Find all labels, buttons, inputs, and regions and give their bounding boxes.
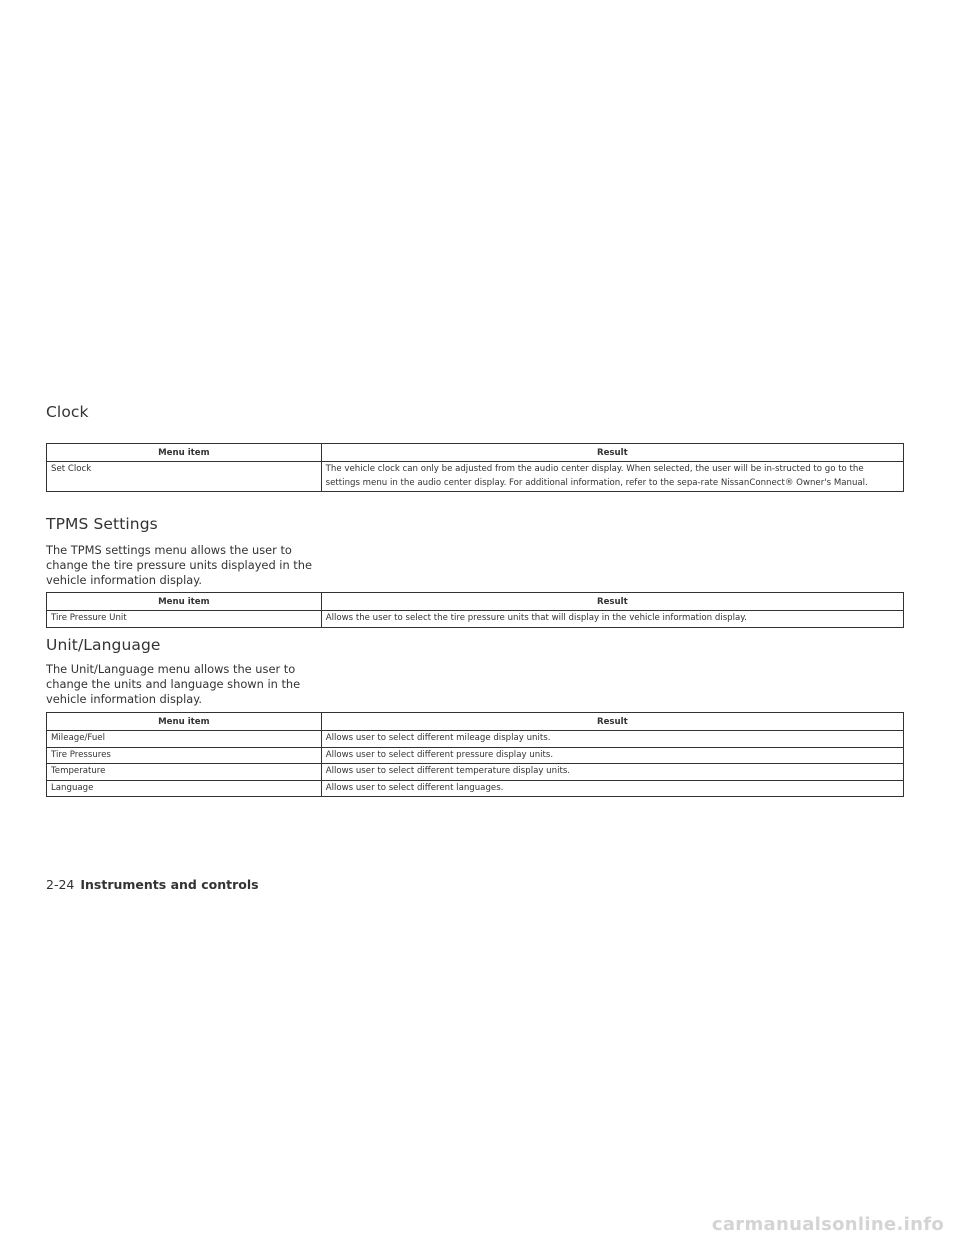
table-header-row bbox=[47, 713, 904, 731]
table-row bbox=[47, 731, 904, 748]
result-cell: Allows user to select different mileage display units. bbox=[321, 731, 903, 748]
menu-item-cell: Set Clock bbox=[47, 462, 322, 492]
menu-item-cell: Language bbox=[47, 780, 322, 797]
clock-heading: Clock bbox=[46, 403, 89, 421]
result-header: Result bbox=[321, 713, 903, 731]
table-row bbox=[47, 611, 904, 628]
tpms-intro-text: The TPMS settings menu allows the user to change the tire pressure units displayed in the vehicle information display. bbox=[46, 543, 312, 587]
table-row bbox=[47, 764, 904, 781]
table-row bbox=[47, 780, 904, 797]
result-header: Result bbox=[321, 593, 903, 611]
table-row bbox=[47, 747, 904, 764]
result-cell: Allows the user to select the tire pressure units that will display in the vehicle information display. bbox=[321, 611, 903, 628]
unit-language-heading: Unit/Language bbox=[46, 636, 161, 654]
page-footer bbox=[46, 877, 259, 892]
site-watermark: carmanualsonline.info bbox=[711, 1214, 944, 1235]
unit-language-table bbox=[46, 712, 904, 797]
result-header: Result bbox=[321, 444, 903, 462]
table-header-row bbox=[47, 593, 904, 611]
result-cell: Allows user to select different temperature display units. bbox=[321, 764, 903, 781]
result-cell: Allows user to select different pressure display units. bbox=[321, 747, 903, 764]
chapter-title: Instruments and controls bbox=[80, 877, 259, 892]
tpms-table bbox=[46, 592, 904, 628]
table-row bbox=[47, 462, 904, 492]
menu-item-header: Menu item bbox=[47, 713, 322, 731]
result-cell: Allows user to select different languages. bbox=[321, 780, 903, 797]
clock-table bbox=[46, 443, 904, 492]
menu-item-cell: Temperature bbox=[47, 764, 322, 781]
unit-language-intro-text: The Unit/Language menu allows the user to change the units and language shown in the vehicle information display. bbox=[46, 662, 301, 706]
menu-item-header: Menu item bbox=[47, 444, 322, 462]
menu-item-cell: Tire Pressure Unit bbox=[47, 611, 322, 628]
result-cell: The vehicle clock can only be adjusted from the audio center display. When selected, the user will be in-structed to go to the settings menu in the audio center display. For additional information, refer to the sepa-rate NissanConnect® Owner's Manual. bbox=[321, 462, 903, 492]
page-number: 2-24 bbox=[46, 877, 75, 892]
menu-item-header: Menu item bbox=[47, 593, 322, 611]
menu-item-cell: Tire Pressures bbox=[47, 747, 322, 764]
tpms-settings-heading: TPMS Settings bbox=[46, 515, 158, 533]
table-header-row bbox=[47, 444, 904, 462]
menu-item-cell: Mileage/Fuel bbox=[47, 731, 322, 748]
